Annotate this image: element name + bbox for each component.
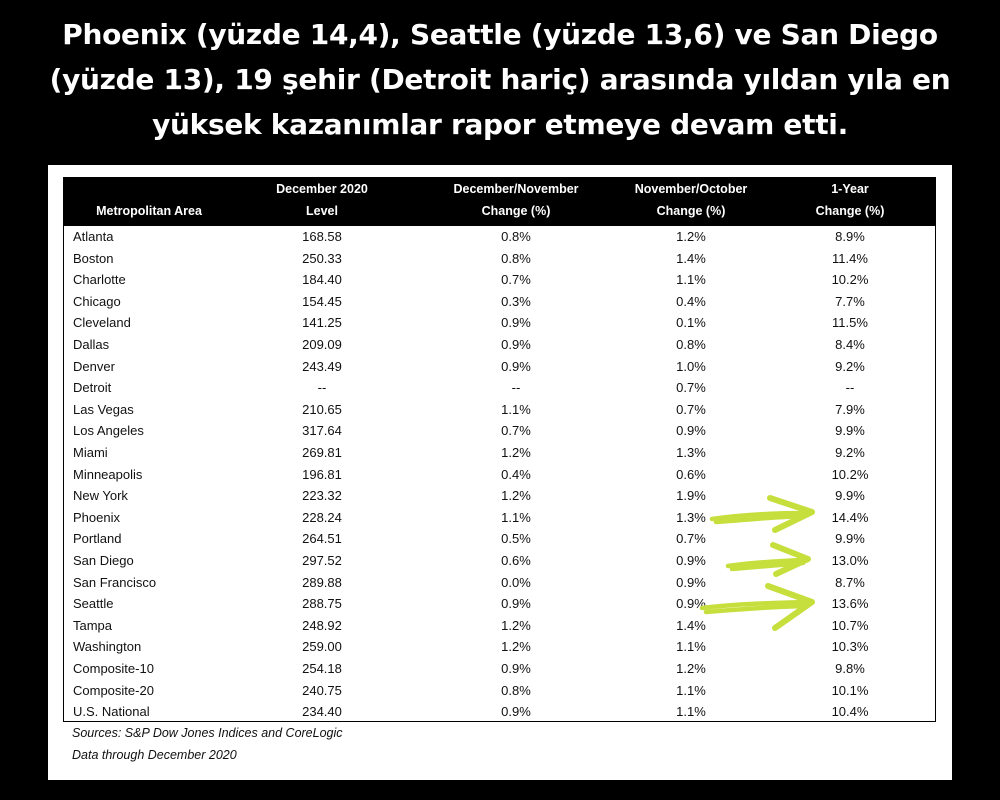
table-row	[64, 377, 935, 399]
cell-dec-nov-change: 1.1%	[501, 401, 531, 417]
table-row	[64, 248, 935, 270]
footer-sources: Sources: S&P Dow Jones Indices and CoreLogic	[72, 726, 343, 740]
cell-nov-oct-change: 1.1%	[676, 639, 706, 655]
cell-1-year-change: 11.4%	[832, 250, 868, 266]
cell-nov-oct-change: 0.9%	[676, 423, 706, 439]
cell-dec-nov-change: 1.2%	[501, 617, 531, 633]
cell-metro-area: Composite-10	[73, 661, 154, 676]
header-1-year-change: 1-Year Change (%)	[815, 182, 885, 218]
cell-dec-nov-change: 0.7%	[501, 423, 531, 439]
cell-dec-nov-change: 0.6%	[501, 553, 531, 568]
cell-level: 243.49	[302, 358, 342, 374]
cell-dec-nov-change: 0.7%	[501, 272, 531, 288]
cell-dec-nov-change: 0.4%	[501, 466, 531, 482]
table-row	[64, 528, 935, 550]
cell-nov-oct-change: 0.6%	[676, 466, 706, 482]
cell-dec-nov-change: 0.8%	[501, 250, 531, 266]
header-level: December 2020 Level	[276, 182, 368, 218]
cell-1-year-change: 13.6%	[831, 596, 869, 612]
cell-metro-area: Composite-20	[73, 682, 154, 698]
cell-1-year-change: 9.2%	[835, 358, 865, 374]
cell-level: 288.75	[302, 596, 342, 612]
cell-level: 196.81	[302, 466, 342, 482]
cell-metro-area: New York	[73, 488, 128, 504]
cell-level: 168.58	[302, 229, 342, 244]
cell-1-year-change: 10.2%	[831, 272, 869, 288]
cell-nov-oct-change: 1.1%	[676, 704, 706, 720]
cell-metro-area: San Diego	[73, 553, 134, 568]
cell-1-year-change: 13.0%	[831, 553, 869, 568]
cell-nov-oct-change: 0.9%	[676, 596, 706, 612]
cell-nov-oct-change: 0.7%	[676, 531, 706, 547]
cell-metro-area: Tampa	[73, 617, 113, 633]
cell-1-year-change: 8.7%	[835, 574, 865, 590]
table-row	[64, 485, 935, 507]
cell-level: 223.32	[302, 488, 342, 504]
cell-nov-oct-change: 0.7%	[676, 380, 706, 396]
cell-1-year-change: 10.7%	[831, 617, 869, 633]
cell-1-year-change: 8.9%	[835, 229, 865, 244]
cell-1-year-change: --	[845, 380, 855, 396]
cell-1-year-change: 14.4%	[831, 509, 869, 525]
table-row	[64, 507, 935, 529]
cell-level: 234.40	[302, 704, 342, 720]
cell-metro-area: Seattle	[73, 596, 114, 612]
table-image-panel	[48, 165, 952, 780]
header-nov-oct-change: November/October Change (%)	[634, 182, 748, 218]
cell-dec-nov-change: 1.2%	[501, 488, 531, 504]
cell-nov-oct-change: 0.7%	[676, 401, 706, 417]
cell-1-year-change: 10.4%	[831, 704, 869, 720]
cell-nov-oct-change: 1.9%	[676, 488, 706, 504]
cell-metro-area: Atlanta	[73, 229, 114, 244]
header-dec-nov-change: December/November Change (%)	[453, 182, 579, 218]
headline	[20, 12, 980, 147]
cell-1-year-change: 9.9%	[835, 531, 865, 547]
cell-dec-nov-change: 1.1%	[501, 509, 531, 525]
cell-nov-oct-change: 1.4%	[676, 250, 706, 266]
cell-dec-nov-change: 0.9%	[501, 337, 531, 352]
cell-1-year-change: 9.8%	[835, 661, 865, 676]
cell-level: 264.51	[302, 531, 342, 547]
cell-dec-nov-change: 0.9%	[501, 596, 531, 612]
cell-dec-nov-change: 0.0%	[501, 574, 531, 590]
cell-metro-area: Minneapolis	[73, 466, 143, 482]
cell-level: 317.64	[302, 423, 342, 439]
table-row	[64, 226, 935, 248]
cell-dec-nov-change: 0.8%	[501, 682, 531, 698]
cell-1-year-change: 8.4%	[835, 337, 865, 352]
cell-level: 259.00	[302, 639, 342, 655]
table-row	[64, 420, 935, 442]
table-row	[64, 593, 935, 615]
cell-level: 184.40	[302, 272, 342, 288]
cell-1-year-change: 10.1%	[831, 682, 869, 698]
cell-nov-oct-change: 0.4%	[676, 293, 706, 309]
table-row	[64, 356, 935, 378]
cell-dec-nov-change: 0.9%	[501, 704, 531, 720]
table-row	[64, 658, 935, 680]
headline-line-2: (yüzde 13), 19 şehir (Detroit hariç) arasında yıldan yıla en	[49, 63, 951, 96]
cell-metro-area: Dallas	[73, 337, 110, 352]
cell-1-year-change: 9.9%	[835, 423, 865, 439]
cell-dec-nov-change: 1.2%	[501, 639, 531, 655]
cell-metro-area: Phoenix	[73, 509, 120, 525]
cell-metro-area: Portland	[73, 531, 122, 547]
cell-dec-nov-change: 0.3%	[501, 293, 531, 309]
cell-nov-oct-change: 1.0%	[676, 358, 706, 374]
cell-metro-area: Charlotte	[73, 272, 126, 288]
table-row	[64, 550, 935, 572]
cell-nov-oct-change: 1.3%	[676, 509, 706, 525]
cell-nov-oct-change: 0.9%	[676, 574, 706, 590]
cell-level: --	[317, 380, 327, 396]
cell-level: 141.25	[302, 315, 342, 331]
cell-1-year-change: 7.9%	[835, 401, 865, 417]
cell-dec-nov-change: 0.9%	[501, 358, 531, 374]
cell-1-year-change: 10.3%	[831, 639, 869, 655]
cell-nov-oct-change: 0.9%	[676, 553, 706, 568]
table-row	[64, 312, 935, 334]
cell-metro-area: Las Vegas	[73, 401, 134, 417]
cell-nov-oct-change: 1.2%	[676, 229, 706, 244]
table-row	[64, 636, 935, 658]
data-table	[63, 177, 936, 722]
cell-level: 289.88	[302, 574, 342, 590]
cell-level: 210.65	[302, 401, 342, 417]
cell-dec-nov-change: 0.5%	[501, 531, 531, 547]
footer-data-through: Data through December 2020	[72, 748, 237, 762]
table-row	[64, 464, 935, 486]
cell-dec-nov-change: --	[511, 380, 521, 396]
cell-dec-nov-change: 0.9%	[501, 661, 531, 676]
cell-1-year-change: 11.5%	[832, 315, 868, 331]
cell-nov-oct-change: 1.3%	[676, 445, 706, 460]
cell-nov-oct-change: 0.1%	[676, 315, 706, 331]
cell-1-year-change: 10.2%	[831, 466, 869, 482]
cell-level: 228.24	[302, 509, 342, 525]
table-row	[64, 572, 935, 594]
cell-dec-nov-change: 0.8%	[501, 229, 531, 244]
table-row	[64, 701, 935, 723]
headline-line-3: yüksek kazanımlar rapor etmeye devam etti.	[152, 108, 848, 141]
table-row	[64, 442, 935, 464]
cell-level: 254.18	[302, 661, 342, 676]
cell-metro-area: Boston	[73, 250, 114, 266]
table-row	[64, 291, 935, 313]
cell-level: 250.33	[302, 250, 342, 266]
header-metropolitan-area: Metropolitan Area	[96, 204, 202, 218]
cell-1-year-change: 9.2%	[835, 445, 865, 460]
table-row	[64, 399, 935, 421]
cell-metro-area: Detroit	[73, 380, 112, 396]
headline-line-1: Phoenix (yüzde 14,4), Seattle (yüzde 13,6) ve San Diego	[62, 18, 938, 51]
table-header	[64, 178, 935, 226]
cell-nov-oct-change: 1.1%	[676, 272, 706, 288]
cell-level: 209.09	[302, 337, 342, 352]
cell-level: 297.52	[302, 553, 342, 568]
table-row	[64, 615, 935, 637]
cell-metro-area: U.S. National	[73, 704, 150, 720]
cell-metro-area: Denver	[73, 358, 115, 374]
cell-1-year-change: 7.7%	[835, 293, 865, 309]
cell-metro-area: Miami	[73, 445, 108, 460]
cell-nov-oct-change: 1.2%	[676, 661, 706, 676]
cell-metro-area: San Francisco	[73, 574, 157, 590]
cell-dec-nov-change: 0.9%	[501, 315, 531, 331]
cell-metro-area: Los Angeles	[73, 423, 144, 439]
cell-nov-oct-change: 0.8%	[676, 337, 706, 352]
cell-dec-nov-change: 1.2%	[501, 445, 531, 460]
cell-metro-area: Chicago	[73, 293, 121, 309]
table-row	[64, 334, 935, 356]
cell-level: 269.81	[302, 445, 342, 460]
table-row	[64, 269, 935, 291]
table-row	[64, 680, 935, 702]
cell-level: 154.45	[302, 293, 342, 309]
cell-level: 248.92	[302, 617, 342, 633]
cell-nov-oct-change: 1.4%	[676, 617, 706, 633]
cell-metro-area: Cleveland	[73, 315, 131, 331]
cell-1-year-change: 9.9%	[835, 488, 865, 504]
cell-nov-oct-change: 1.1%	[676, 682, 706, 698]
cell-level: 240.75	[302, 682, 342, 698]
cell-metro-area: Washington	[73, 639, 142, 655]
